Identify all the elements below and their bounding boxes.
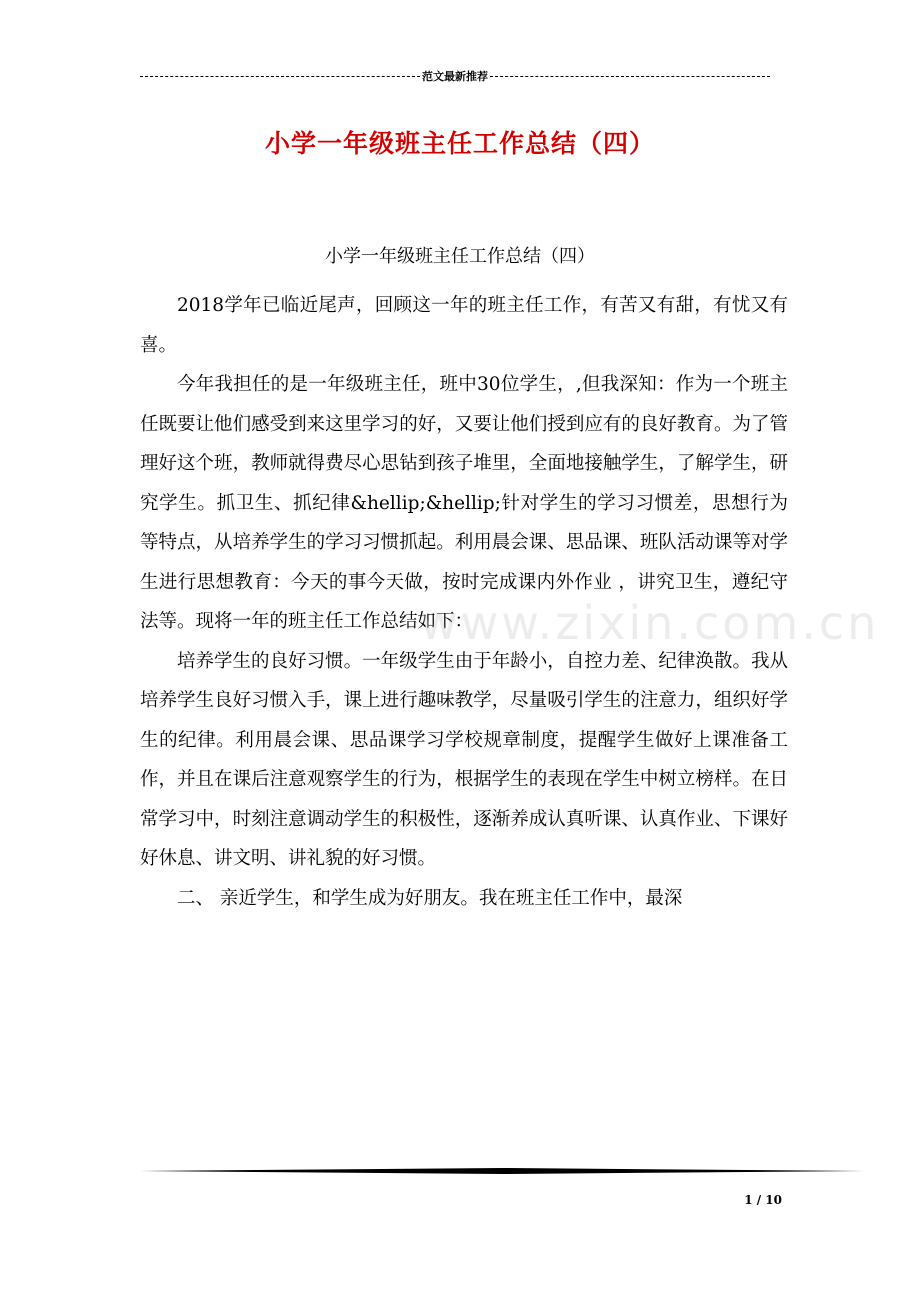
- watermark: www.zixin.com.cn: [420, 596, 880, 650]
- paragraph: 今年我担任的是一年级班主任，班中30位学生，,但我深知：作为一个班主任既要让他们感受到来这里学习的好，又要让他们授到应有的良好教育。为了管理好这个班，教师就得费尽心思钻到孩子堆里，全面地接触学生，了解学生，研究学生。抓卫生、抓纪律&hellip;&hellip;针对学生的学习习惯差，思想行为等特点，从培养学生的学习习惯抓起。利用晨会课、思品课、班队活动课等对学生进行思想教育：今天的事今天做，按时完成课内外作业 ，讲究卫生，遵纪守法等。现将一年的班主任工作总结如下：: [140, 374, 788, 632]
- paragraph: 二、 亲近学生，和学生成为好朋友。我在班主任工作中，最深: [177, 887, 683, 909]
- document-title: 小学一年级班主任工作总结（四）: [264, 129, 655, 158]
- header-banner-label: 范文最新推荐: [422, 70, 488, 83]
- header-dash-left: [140, 76, 420, 77]
- paragraph: 培养学生的良好习惯。一年级学生由于年龄小，自控力差、纪律涣散。我从培养学生良好习惯入手，课上进行趣味教学，尽量吸引学生的注意力，组织好学生的纪律。利用晨会课、思品课学习学校规章制度，提醒学生做好上课准备工作，并且在课后注意观察学生的行为，根据学生的表现在学生中树立榜样。在日常学习中，时刻注意调动学生的积极性，逐渐养成认真听课、认真作业、下课好好休息、讲文明、讲礼貌的好习惯。: [140, 650, 788, 869]
- header-banner: [140, 68, 770, 84]
- document-subtitle: 小学一年级班主任工作总结（四）: [325, 246, 595, 267]
- paragraph: 2018学年已临近尾声，回顾这一年的班主任工作，有苦又有甜，有忧又有喜。: [140, 295, 788, 356]
- page-number: 1 / 10: [744, 1193, 782, 1207]
- header-dash-right: [490, 76, 770, 77]
- footer-rule: [140, 1168, 864, 1174]
- document-body: [140, 286, 788, 918]
